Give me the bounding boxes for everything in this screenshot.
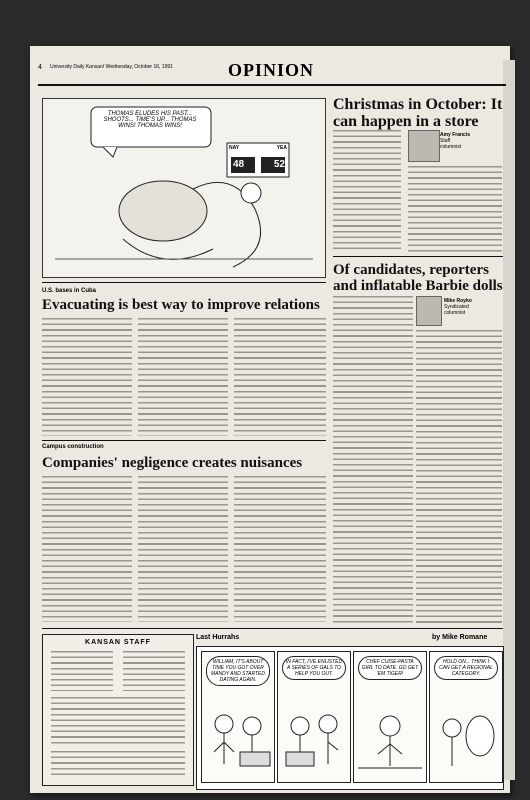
cuba-text-col2 bbox=[138, 318, 228, 436]
comic-title: Last Hurrahs bbox=[196, 634, 240, 641]
section-title: OPINION bbox=[228, 60, 315, 80]
speech-bubble: WILLIAM, IT'S ABOUT TIME YOU GOT OVER MANDY AND STARTED DATING AGAIN. bbox=[206, 656, 270, 686]
christmas-text-col2 bbox=[408, 166, 502, 252]
royko-role2: columnist bbox=[444, 310, 466, 316]
kansan-staff-box bbox=[42, 634, 194, 786]
staff-list-left bbox=[51, 651, 113, 691]
campus-kicker: Campus construction bbox=[42, 444, 104, 450]
score-right: 52 bbox=[273, 159, 285, 170]
cuba-text-col3 bbox=[234, 318, 326, 436]
score-left: 48 bbox=[233, 159, 245, 170]
christmas-author: Amy Francis bbox=[440, 132, 471, 138]
comic-figures bbox=[354, 652, 426, 782]
speech-bubble: HOLD ON... THINK I CAN GET A REGIONAL CATEGORY. bbox=[434, 656, 498, 680]
cuba-text-col1 bbox=[42, 318, 132, 436]
author-photo-francis bbox=[408, 130, 440, 162]
scoreboard-right-label: YEA bbox=[276, 145, 287, 151]
comic-panel-2 bbox=[277, 651, 351, 783]
royko-text-col1 bbox=[333, 296, 413, 624]
campus-text-col2 bbox=[138, 476, 228, 622]
comic-panel-1 bbox=[201, 651, 275, 783]
speech-bubble: IN FACT, I'VE ENLISTED A SERIES OF GALS TO HELP YOU OUT. bbox=[282, 656, 346, 680]
comic-figures bbox=[278, 652, 350, 782]
page-edge-stack bbox=[503, 60, 515, 780]
comic-panel-3 bbox=[353, 651, 427, 783]
scoreboard-left-label: NAY bbox=[229, 145, 240, 151]
cuba-kicker: U.S. bases in Cuba bbox=[42, 288, 97, 294]
royko-text-col2 bbox=[416, 330, 502, 624]
christmas-byline bbox=[440, 132, 500, 150]
staff-list-right bbox=[123, 651, 185, 691]
royko-headline: Of candidates, reporters and inflatable Barbie dolls bbox=[333, 262, 503, 294]
author-photo-royko bbox=[416, 296, 442, 326]
royko-byline bbox=[444, 298, 502, 316]
christmas-text-col1 bbox=[333, 130, 401, 252]
speech-bubble: CHEF CUISE-PASTA GIRL TO DATE. GO GET 'EM TIGER! bbox=[358, 656, 422, 680]
comic-figures bbox=[202, 652, 274, 782]
divider bbox=[42, 440, 326, 441]
comic-strip bbox=[196, 646, 504, 790]
staff-directory bbox=[51, 697, 185, 747]
editorial-cartoon bbox=[42, 98, 326, 278]
campus-text-col1 bbox=[42, 476, 132, 622]
christmas-role2: columnist bbox=[440, 144, 462, 150]
royko-author: Mike Royko bbox=[444, 298, 472, 304]
divider bbox=[42, 282, 326, 283]
page-number: 4 bbox=[38, 64, 42, 71]
campus-headline: Companies' negligence creates nuisances bbox=[42, 455, 303, 471]
cuba-headline: Evacuating is best way to improve relations bbox=[42, 297, 320, 313]
christmas-role1: Staff bbox=[440, 138, 451, 144]
divider bbox=[42, 628, 503, 629]
staff-fine-print bbox=[51, 751, 185, 779]
divider bbox=[333, 256, 503, 257]
royko-role1: Syndicated bbox=[444, 304, 469, 310]
comic-credit: by Mike Romane bbox=[432, 634, 488, 641]
cartoon-caption: THOMAS ELUDES HIS PAST... SHOOTS... TIME'S UP... THOMAS WINS! THOMAS WINS! bbox=[103, 111, 197, 129]
dateline: University Daily Kansan/ Wednesday, October 16, 1991 bbox=[50, 64, 173, 70]
campus-text-col3 bbox=[234, 476, 326, 622]
page-header bbox=[38, 58, 506, 86]
comic-figures bbox=[430, 652, 502, 782]
comic-panel-4 bbox=[429, 651, 503, 783]
staff-title: KANSAN STAFF bbox=[85, 639, 151, 646]
christmas-headline: Christmas in October: It can happen in a store bbox=[333, 96, 503, 130]
